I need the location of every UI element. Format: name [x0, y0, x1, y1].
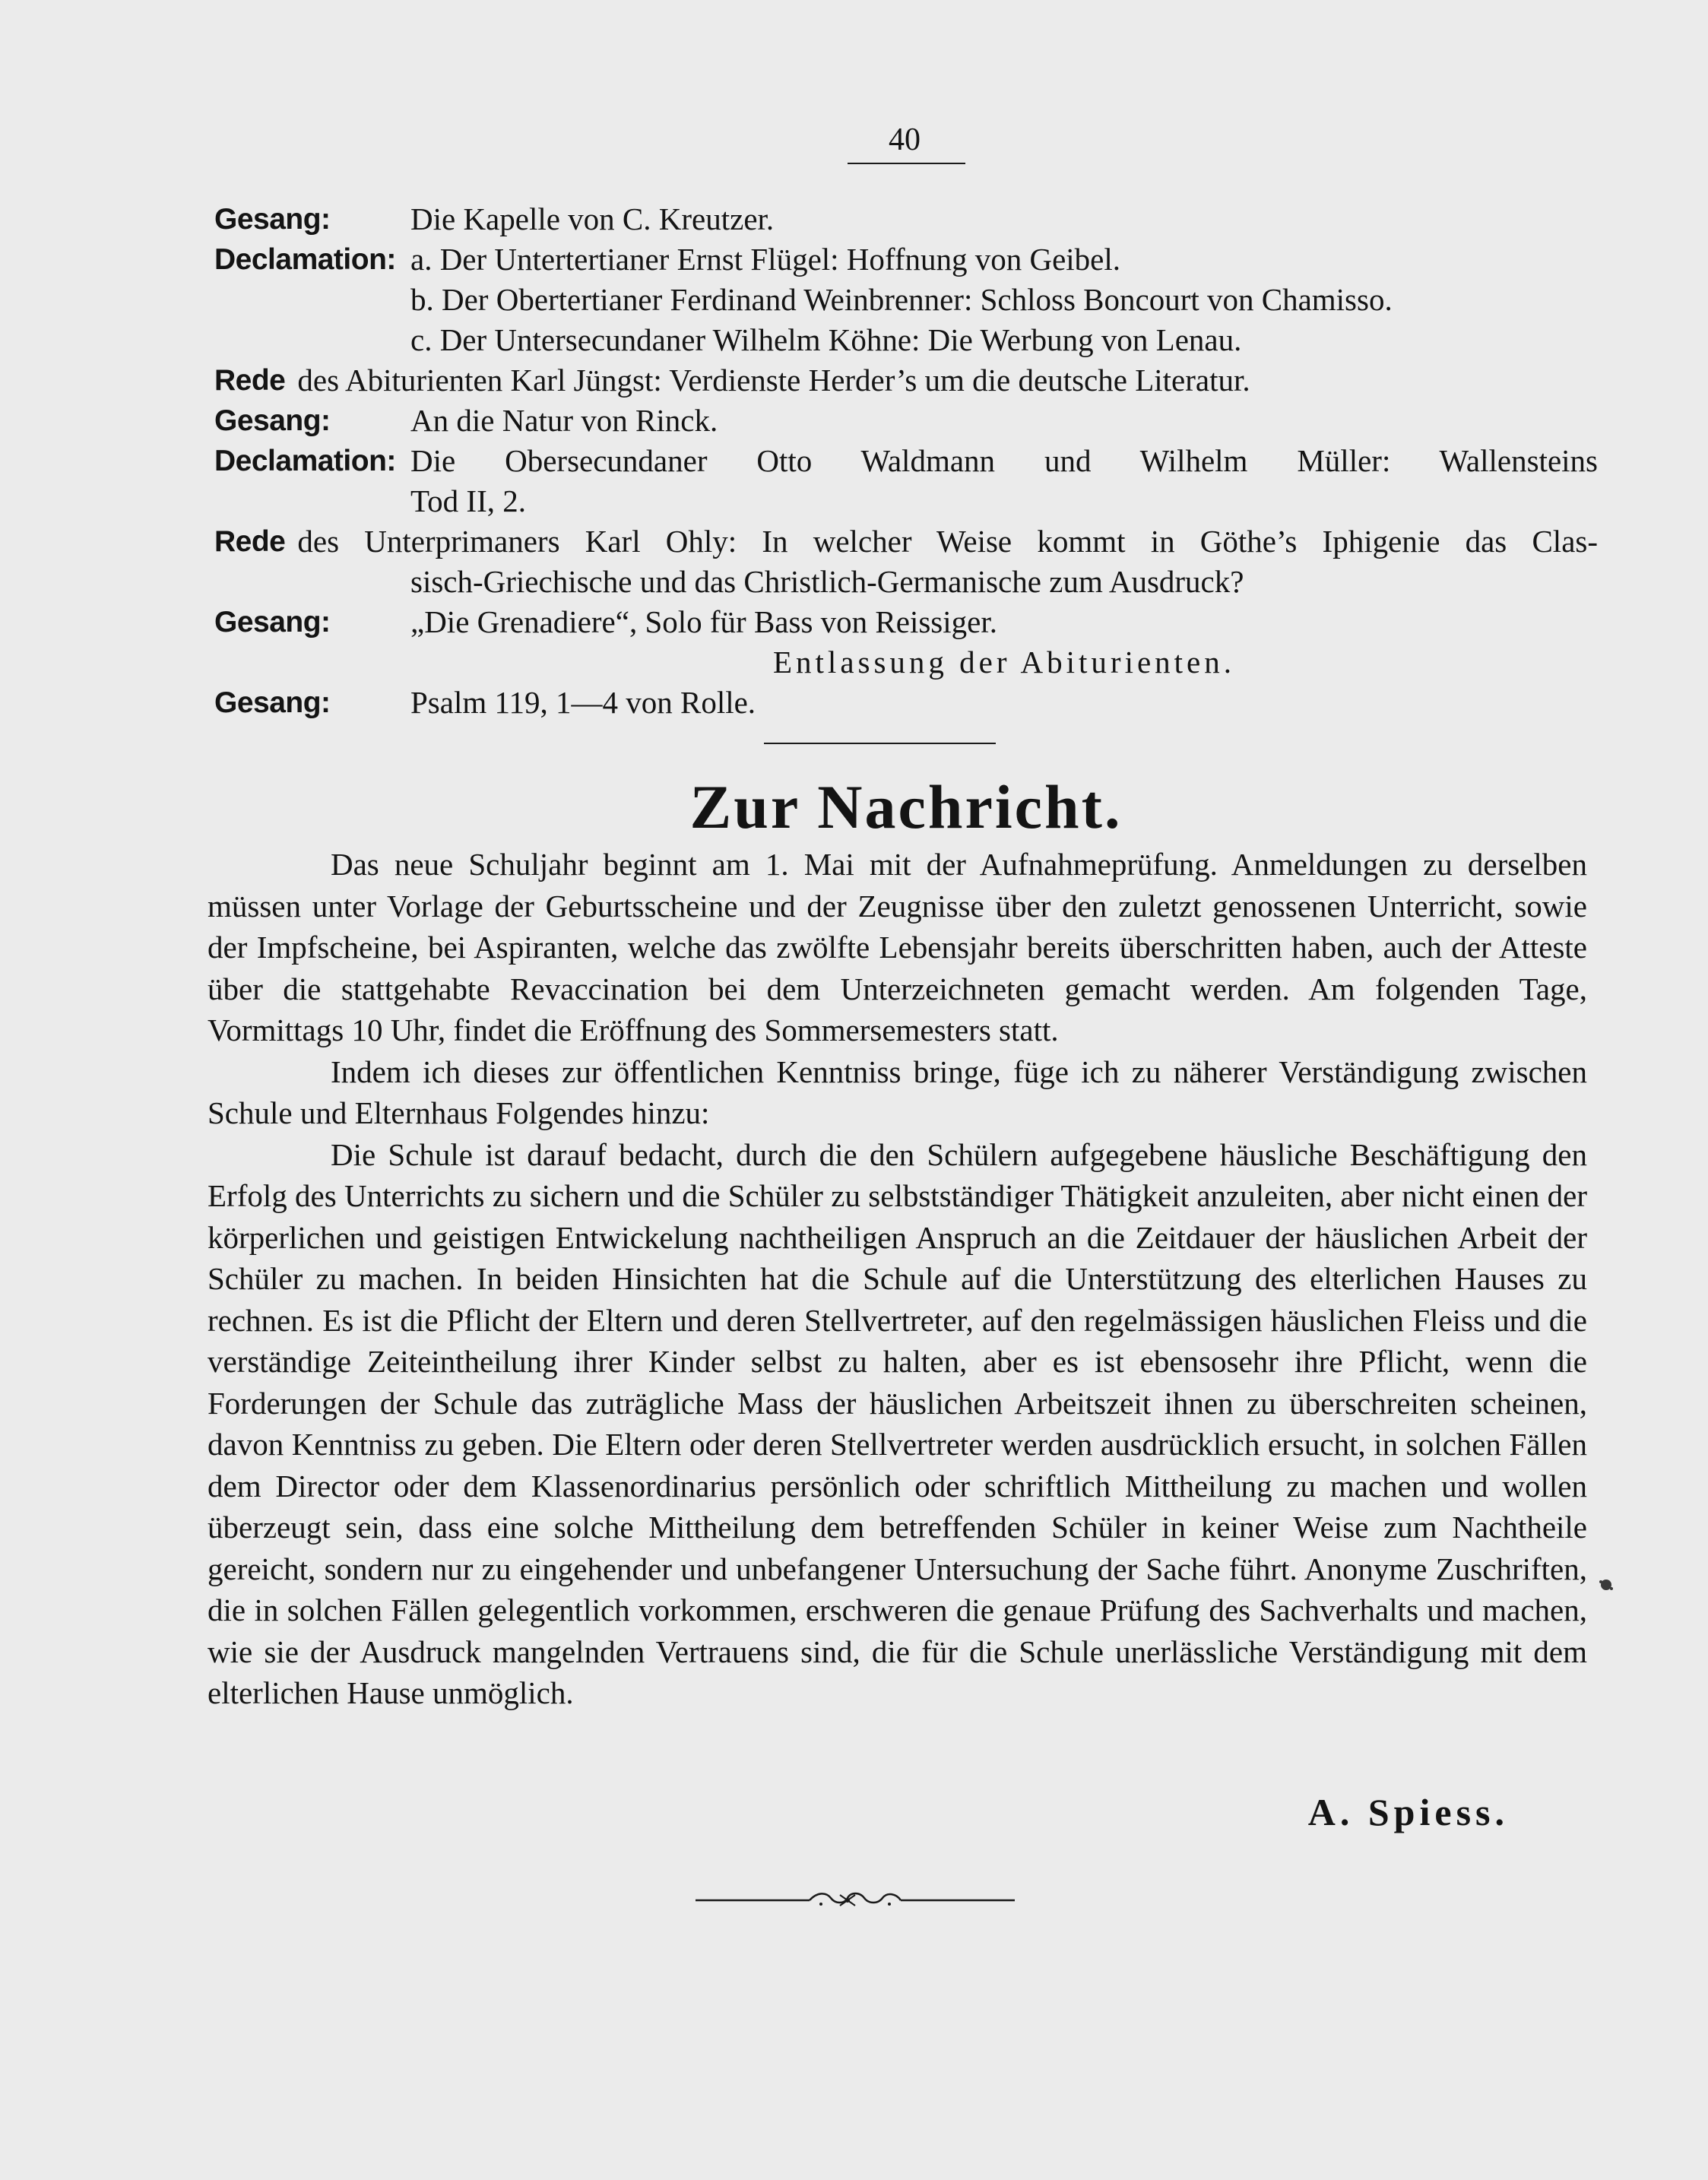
page-number-rule [848, 163, 965, 164]
program-text: b. Der Obertertianer Ferdinand Weinbrenner: Schloss Boncourt von Chamisso. [410, 282, 1393, 317]
paragraph: Die Schule ist darauf bedacht, durch die den Schülern aufgegebene häusliche Beschäftigung den Erfolg des Unterrichts zu sichern und die Schüler zu selbstständiger Thätigkeit anzuleiten, aber nicht einen der körperlichen und geistigen Entwickelung nachtheiligen Anspruch an die Zeitdauer der häuslichen Arbeit der Schüler zu machen. In beiden Hinsichten hat die Schule auf die Unterstützung des elterlichen Hauses zu rechnen. Es ist die Pflicht der Eltern und deren Stellvertreter, auf den regelmässigen häuslichen Fleiss und die verständige Zeiteintheilung ihrer Kinder selbst zu halten, aber es ist ebensosehr ihre Pflicht, wenn die Forderungen der Schule das zuträgliche Mass der häuslichen Arbeitszeit ihnen zu überschreiten scheinen, davon Kenntniss zu geben. Die Eltern oder deren Stellvertreter werden ausdrücklich ersucht, in solchen Fällen dem Director oder dem Klassenordinarius persönlich oder schriftlich Mittheilung zu machen und wollen überzeugt sein, dass eine solche Mittheilung dem betreffenden Schüler in keiner Weise zum Nachtheile gereicht, sondern nur zu eingehender und unbefangener Untersuchung der Sache führt. Anonyme Zuschriften, die in solchen Fällen gelegentlich vorkommen, erschweren die genaue Prüfung des Sachverhalts und machen, wie sie der Ausdruck mangelnden Vertrauens sind, die für die Schule unerlässliche Verständigung mit dem elterlichen Hause unmöglich. [208, 1136, 1587, 1710]
program-label: Declamation: [214, 445, 396, 477]
program-item-rede-1 [214, 360, 1598, 401]
decorative-flourish-icon [696, 1889, 1015, 1912]
program-text: Die Kapelle von C. Kreutzer. [410, 201, 775, 236]
program-item-declamation-a [214, 239, 1598, 280]
program-text-continued: Tod II, 2. [410, 483, 526, 518]
program-text: Psalm 119, 1—4 von Rolle. [410, 685, 756, 720]
program-item-entlassung: Entlassung der Abiturienten. [773, 645, 1235, 680]
program-item-declamation-c [214, 320, 1598, 360]
program-label: Gesang: [214, 686, 331, 719]
program-text-continued: sisch-Griechische und das Christlich-Germanische zum Ausdruck? [410, 564, 1244, 599]
ink-speck-icon [1596, 1575, 1616, 1595]
program-text: c. Der Untersecundaner Wilhelm Köhne: Die Werbung von Lenau. [410, 322, 1242, 357]
program-label [214, 320, 410, 360]
section-divider [764, 743, 996, 744]
section-heading: Zur Nachricht. [689, 772, 1123, 841]
page-number: 40 [889, 122, 921, 157]
program-item-gesang-1 [214, 199, 1598, 239]
program-label: Declamation: [214, 243, 396, 276]
program-text: des Abiturienten Karl Jüngst: Verdienste Herder’s um die deutsche Literatur. [297, 363, 1250, 398]
paragraph: Indem ich dieses zur öffentlichen Kenntniss bringe, füge ich zu näherer Verständigung zwischen Schule und Elternhaus Folgendes hinzu: [208, 1054, 1587, 1130]
program-label: Rede [214, 364, 286, 397]
program-item-gesang-2 [214, 401, 1598, 441]
program-text: des Unterprimaners Karl Ohly: In welcher Weise kommt in Göthe’s Iphigenie das Clas- [297, 524, 1598, 559]
signature: A. Spiess. [1307, 1791, 1509, 1833]
program-label: Gesang: [214, 203, 331, 236]
program-label: Gesang: [214, 606, 331, 638]
paragraph: Das neue Schuljahr beginnt am 1. Mai mit der Aufnahmeprüfung. Anmeldungen zu derselben müssen unter Vorlage der Geburtsscheine und der Zeugnisse über den zuletzt genossenen Unterricht, sowie der Impfscheine, bei Aspiranten, welche das zwölfte Lebensjahr bereits überschritten haben, auch der Atteste über die stattgehabte Revaccination bei dem Unterzeichneten gemacht werden. Am folgenden Tage, Vormittags 10 Uhr, findet die Eröffnung des Sommersemesters statt. [208, 847, 1587, 1047]
program-item-declamation-b [214, 280, 1598, 320]
program-label: Rede [214, 525, 286, 558]
program-label [214, 280, 410, 320]
program-text: Die Obersecundaner Otto Waldmann und Wilhelm Müller: Wallensteins [410, 443, 1598, 478]
program-text: „Die Grenadiere“, Solo für Bass von Reissiger. [410, 604, 997, 639]
program-item-declamation-2 [214, 441, 1598, 481]
program-text: a. Der Untertertianer Ernst Flügel: Hoffnung von Geibel. [410, 242, 1121, 277]
notice-body [208, 844, 1587, 1714]
program-text: An die Natur von Rinck. [410, 403, 718, 438]
program-item-rede-2 [214, 521, 1598, 562]
program-item-gesang-3 [214, 602, 1598, 642]
program-list [214, 199, 1598, 723]
program-item-gesang-4 [214, 683, 1598, 723]
program-label: Gesang: [214, 404, 331, 437]
